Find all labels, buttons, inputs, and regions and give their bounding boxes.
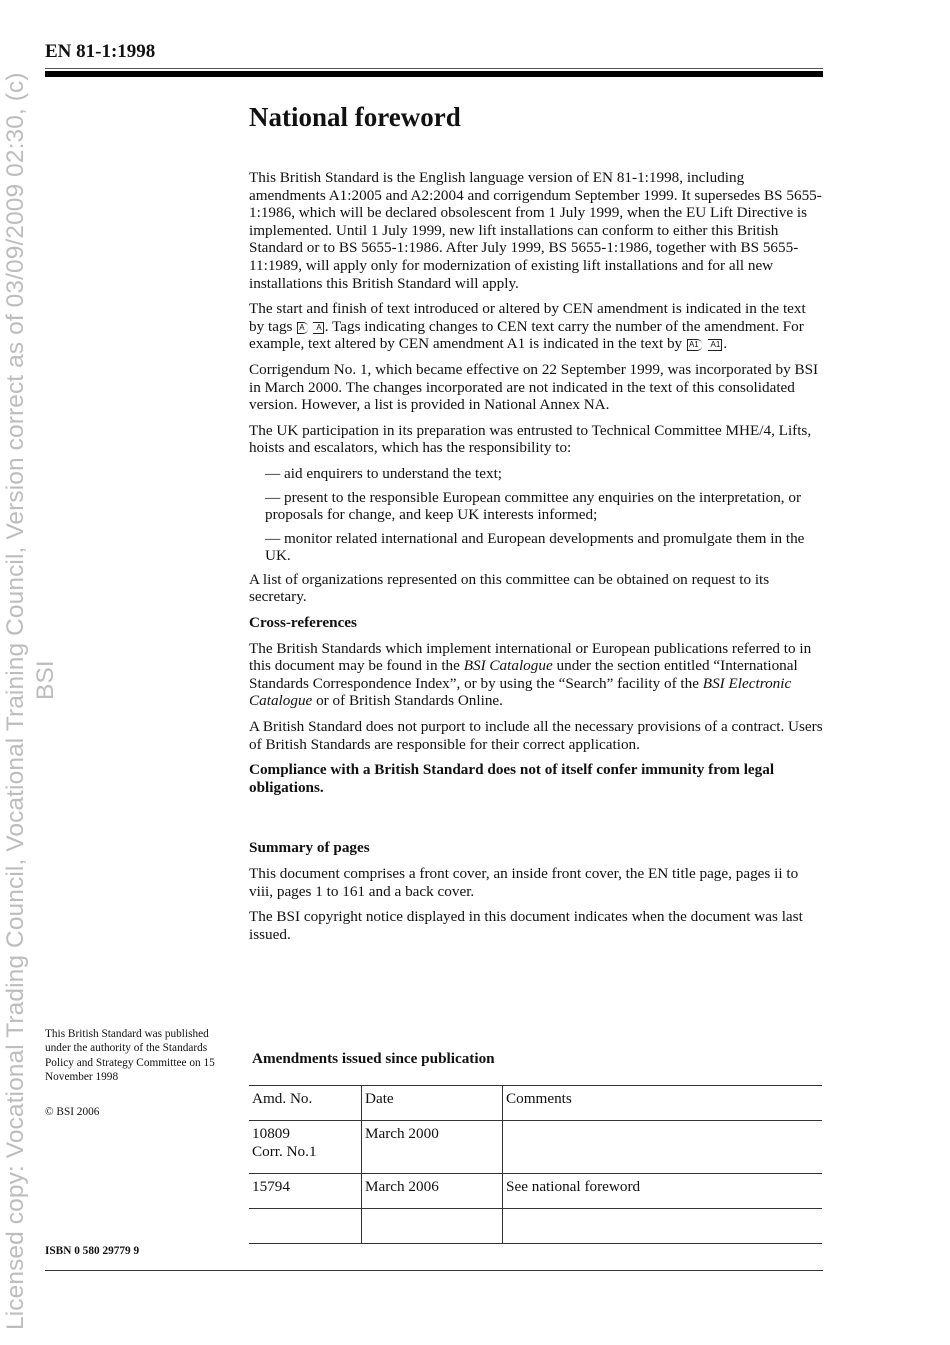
- watermark: [0, 0, 72, 1345]
- tag-a1-close-icon: A1: [708, 339, 723, 351]
- publication-sidebar: [45, 1027, 230, 1119]
- table-row: [249, 1209, 822, 1244]
- paragraph-amendment-tags: [249, 300, 824, 353]
- paragraph-summary: This document comprises a front cover, an inside front cover, the EN title page, pages ii to viii, pages 1 to 161 and a back cover.: [249, 865, 799, 900]
- tags-text-a: The start and finish of text introduced or altered by CEN amendment is indicated in the text by tags: [249, 300, 806, 335]
- heading-cross-references: Cross-references: [249, 614, 357, 632]
- bsi-electronic-catalogue-title: BSI Electronic Catalogue: [249, 674, 792, 710]
- document-id: EN 81-1:1998: [45, 41, 156, 62]
- cell-comments: [503, 1121, 823, 1174]
- amd-type: Corr. No.1: [252, 1142, 317, 1160]
- header-divider-thick: [45, 71, 823, 77]
- responsibility-item: — aid enquirers to understand the text;: [265, 464, 503, 482]
- paragraph-cross-references: [249, 640, 824, 710]
- responsibility-item: — present to the responsible European committee any enquiries on the interpretation, or proposals for change, and keep UK interests informed;: [265, 488, 802, 524]
- amendments-title: Amendments issued since publication: [252, 1050, 495, 1067]
- copyright-line: © BSI 2006: [45, 1105, 100, 1118]
- responsibility-item: — monitor related international and European developments and promulgate them in the UK.: [265, 529, 805, 565]
- crossref-text-c: or of British Standards Online.: [316, 692, 503, 710]
- table-header-row: [249, 1086, 822, 1121]
- paragraph-corrigendum: Corrigendum No. 1, which became effective on 22 September 1999, was incorporated by BSI in March 2000. The changes incorporated are not indicated in the text of this consolidated version. However, a list is provided in National Annex NA.: [249, 360, 819, 414]
- header-comments: Comments: [503, 1086, 823, 1121]
- page-title: National foreword: [249, 102, 461, 132]
- cell-amd-no: [249, 1174, 362, 1209]
- amd-number: 15794: [252, 1178, 290, 1195]
- header-date: Date: [362, 1086, 503, 1121]
- amd-number: 10809: [252, 1125, 290, 1142]
- paragraph-copyright-notice: The BSI copyright notice displayed in this document indicates when the document was last issued.: [249, 908, 803, 943]
- header-amd-no: Amd. No.: [249, 1086, 362, 1121]
- tags-text-c: .: [723, 335, 728, 353]
- national-foreword: [249, 100, 824, 951]
- tag-open-icon: A: [297, 322, 307, 334]
- cell-amd-no: [249, 1121, 362, 1174]
- cell-amd-no: [249, 1209, 362, 1244]
- tag-a1-open-icon: A1: [687, 339, 702, 351]
- tag-close-icon: A: [313, 322, 323, 334]
- tags-text-b: . Tags indicating changes to CEN text carry the number of the amendment. For example, text altered by CEN amendment A1 is indicated in the text by: [249, 317, 804, 353]
- crossref-text-b: under the section entitled “International Standards Correspondence Index”, or by using the “Search” facility of the: [249, 657, 798, 692]
- cell-date: [362, 1209, 503, 1244]
- amendments-table: [249, 1085, 822, 1244]
- publication-authority: This British Standard was published under the authority of the Standards Policy and Strategy Committee on 15 November 1998: [45, 1028, 215, 1084]
- compliance-statement: Compliance with a British Standard does not of itself confer immunity from legal obligations.: [249, 761, 775, 796]
- cell-comments: [503, 1209, 823, 1244]
- cell-comments: See national foreword: [503, 1174, 823, 1209]
- heading-summary-of-pages: Summary of pages: [249, 839, 370, 857]
- footer-divider: [45, 1270, 823, 1271]
- header-divider-thin: [45, 68, 823, 69]
- license-watermark-text: Licensed copy: Vocational Trading Council, Vocational Training Council, Version correct as of 03/09/2009 02:30, (c): [2, 72, 29, 1330]
- crossref-text-a: The British Standards which implement international or European publications referred to in this document may be found in the: [249, 639, 812, 675]
- paragraph-organizations: A list of organizations represented on this committee can be obtained on request to its secretary.: [249, 570, 770, 606]
- license-watermark-bsi: BSI: [32, 660, 59, 700]
- paragraph-provisions: A British Standard does not purport to include all the necessary provisions of a contract. Users of British Standards are responsible for their correct application.: [249, 718, 823, 753]
- bsi-catalogue-title: BSI Catalogue: [463, 657, 553, 675]
- table-row: [249, 1174, 822, 1209]
- cell-date: March 2006: [362, 1174, 503, 1209]
- paragraph-supersedes: This British Standard is the English language version of EN 81-1:1998, including amendments A1:2005 and A2:2004 and corrigendum September 1999. It supersedes BS 5655-1:1986, which will be declared obsolescent from 1 July 1999, when the EU Lift Directive is implemented. Until 1 July 1999, new lift installations can conform to either this British Standard or to BS 5655-1:1986. After July 1999, BS 5655-1:1986, together with BS 5655-11:1989, will apply only for modernization of existing lift installations and for all new installations this British Standard will apply.: [249, 169, 822, 292]
- table-row: [249, 1121, 822, 1174]
- isbn: ISBN 0 580 29779 9: [45, 1245, 140, 1257]
- paragraph-committee: The UK participation in its preparation was entrusted to Technical Committee MHE/4, Lifts, hoists and escalators, which has the responsibility to:: [249, 421, 812, 457]
- cell-date: March 2000: [362, 1121, 503, 1174]
